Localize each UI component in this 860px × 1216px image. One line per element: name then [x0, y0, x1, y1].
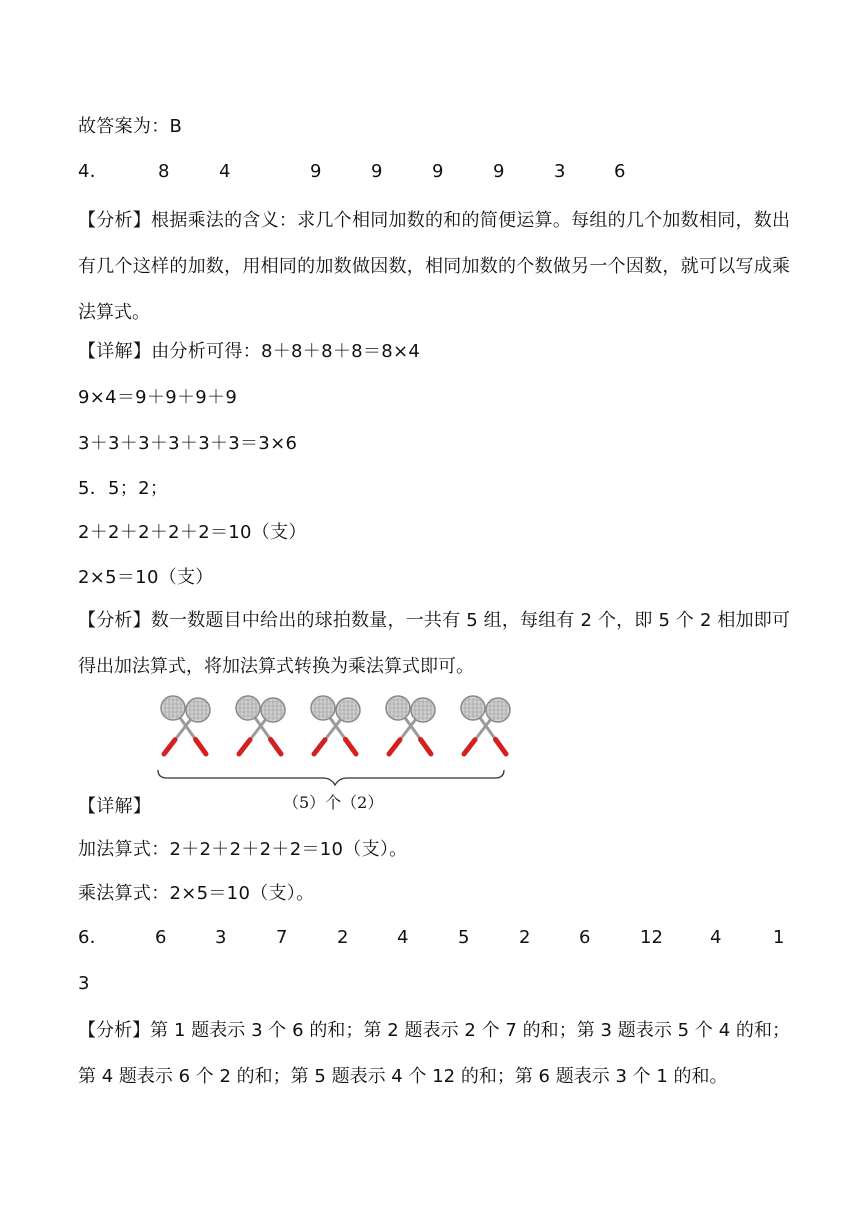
- q6-answer-wrap: 3: [78, 973, 90, 994]
- racket-pair-icon: [236, 696, 285, 754]
- q5-equation-2: 2×5＝10（支）: [78, 567, 214, 588]
- q4-label: 4．: [78, 161, 109, 182]
- q6-answer-1: 6: [155, 927, 167, 948]
- q4-equation-3: 3＋3＋3＋3＋3＋3＝3×6: [78, 433, 298, 454]
- q5-analysis: 【分析】数一数题目中给出的球拍数量，一共有 5 组，每组有 2 个，即 5 个 2 相加即可得出加法算式，将加法算式转换为乘法算式即可。: [78, 610, 790, 677]
- q5-detail: 【详解】: [78, 796, 152, 817]
- racket-pair-icon: [311, 696, 360, 754]
- answer-line: 故答案为：B: [78, 116, 183, 137]
- q6-answer-2: 3: [215, 927, 227, 948]
- q4-answer-3: 9: [310, 161, 322, 182]
- q4-answer-4: 9: [371, 161, 383, 182]
- q6-answer-4: 2: [337, 927, 349, 948]
- q6-answer-8: 6: [579, 927, 591, 948]
- q6-answer-6: 5: [458, 927, 470, 948]
- q6-answer-10: 4: [710, 927, 722, 948]
- q4-answer-7: 3: [554, 161, 566, 182]
- q4-answer-5: 9: [432, 161, 444, 182]
- racket-pair-icon: [461, 696, 510, 754]
- q5-equation-1: 2＋2＋2＋2＋2＝10（支）: [78, 522, 307, 543]
- q6-analysis: 【分析】第 1 题表示 3 个 6 的和；第 2 题表示 2 个 7 的和；第 3 题表示 5 个 4 的和；第 4 题表示 6 个 2 的和；第 5 题表示 4 个 12 的和；第 6 题表示 3 个 1 的和。: [78, 1020, 790, 1087]
- figure-caption: （5）个（2）: [283, 793, 384, 812]
- q6-answer-3: 7: [276, 927, 288, 948]
- q5-header: 5．5；2；: [78, 478, 169, 499]
- q6-answer-7: 2: [519, 927, 531, 948]
- q6-answer-9: 12: [640, 927, 663, 948]
- q5-addition: 加法算式：2＋2＋2＋2＋2＝10（支）。: [78, 839, 408, 860]
- q4-answer-8: 6: [614, 161, 626, 182]
- q4-answer-2: 4: [219, 161, 231, 182]
- racket-pair-icon: [161, 696, 210, 754]
- q4-detail: 【详解】由分析可得：8＋8＋8＋8＝8×4: [78, 341, 421, 362]
- q4-equation-2: 9×4＝9＋9＋9＋9: [78, 387, 238, 408]
- q6-answer-5: 4: [397, 927, 409, 948]
- q5-multiplication: 乘法算式：2×5＝10（支）。: [78, 883, 315, 904]
- q4-answer-6: 9: [493, 161, 505, 182]
- q4-analysis: 【分析】根据乘法的含义：求几个相同加数的和的简便运算。每组的几个加数相同，数出有几个这样的加数，用相同的加数做因数，相同加数的个数做另一个因数，就可以写成乘法算式。: [78, 210, 790, 323]
- q6-answer-11: 1: [773, 927, 785, 948]
- q6-label: 6．: [78, 927, 109, 948]
- racket-pair-icon: [386, 696, 435, 754]
- grouping-brace: [158, 770, 504, 785]
- q4-answer-1: 8: [158, 161, 170, 182]
